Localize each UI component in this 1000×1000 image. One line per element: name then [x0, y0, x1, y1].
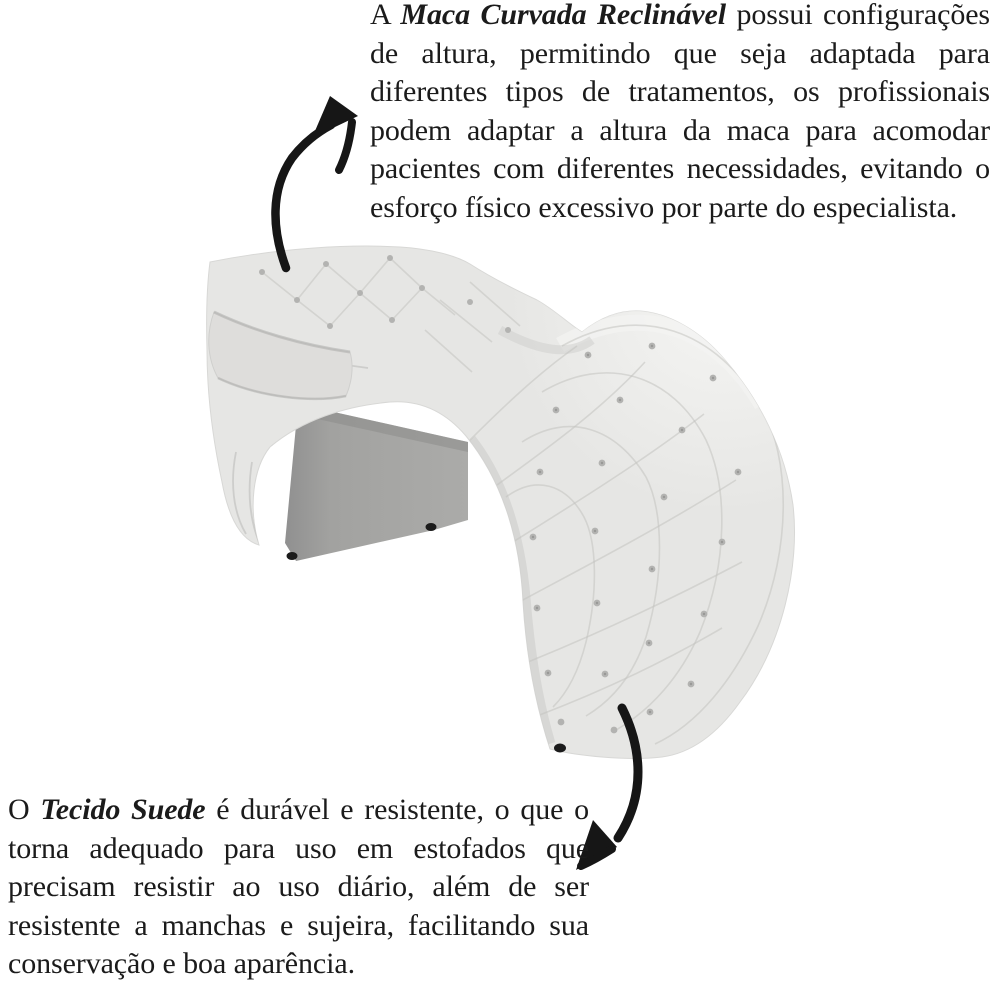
top-annotation-prefix: A — [370, 0, 401, 31]
bottom-annotation-prefix: O — [8, 793, 41, 826]
bottom-annotation-body: é durável e resistente, o que o torna adequado para uso em estofados que precisam resistir ao uso diário, além de ser resistente a manchas e sujeira, facilitando sua conservação e boa aparência. — [8, 793, 590, 981]
top-annotation-body: possui configurações de altura, permitindo que seja adaptada para diferentes tipos de tratamentos, os profissionais podem adaptar a altura da maca para acomodar pacientes com diferentes necessidades, evitando o esforço físico excessivo por parte do especialista. — [370, 0, 991, 224]
top-annotation-highlight: Maca Curvada Reclinável — [400, 0, 726, 31]
top-annotation — [370, 0, 990, 228]
curved-arrow-up-icon — [275, 96, 358, 268]
pedestal-base — [285, 404, 468, 561]
bottom-annotation-highlight: Tecido Suede — [40, 793, 206, 826]
bottom-annotation — [8, 791, 589, 984]
